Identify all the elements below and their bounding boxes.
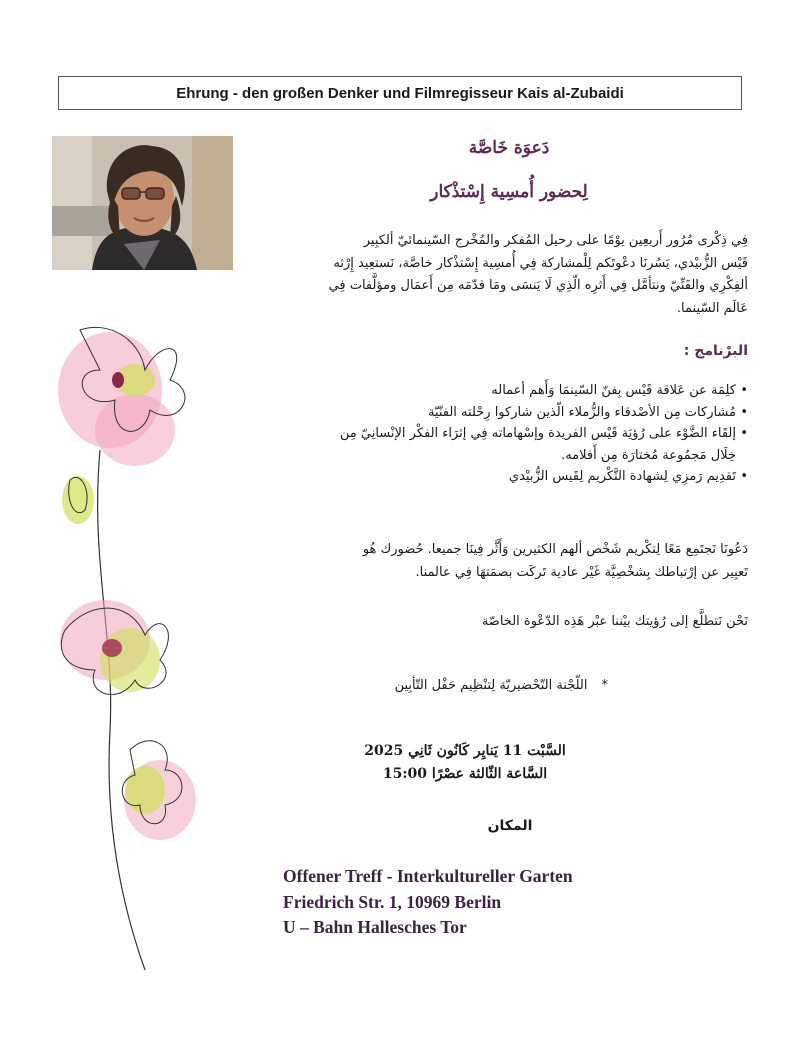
- venue-line: Friedrich Str. 1, 10969 Berlin: [283, 891, 502, 912]
- venue-heading: المكان: [487, 818, 533, 834]
- bullet-icon: •: [740, 469, 748, 484]
- committee-signature: [278, 678, 608, 693]
- event-time: السَّاعة الثّالثة عصْرًا 15:00: [382, 766, 548, 782]
- closing-line: تَعبِير عن إرْتباطك بِشخْصِيَّة غَيْر عادية تَركَت بصمَتهَا فِي عالمنا.: [415, 565, 748, 580]
- intro-line: عَالَم السّينما.: [676, 300, 748, 316]
- program-item-text: خِلَال مَجمُوعة مُختارَة مِن أَفلامه.: [561, 447, 736, 463]
- intro-line: قَيْس الزُّبيْدي، يَسُرنَا دعْوتَكم لِلْمشاركة فِي أُمسِية إِسْتذْكار خاصَّة، نَستعِيد إِرْثه: [333, 255, 748, 271]
- program-heading: البرْنامج :: [683, 343, 748, 359]
- intro-line: ألفِكْرِي والفَنِّيّ ونتأمَّل فِي أَثرِه الّذِي لَا يَنسَى ومَا قدّمَه مِن أَعمَال ومؤلَّفات فِي: [328, 278, 748, 293]
- program-item-text: إلقَاء الضَّوْء على رُؤيَة قَيْس الفريدة وإسْهاماته فِي إثرَاء الفكْر الإنْسانِيّ مِن: [339, 426, 736, 441]
- program-item: [270, 402, 748, 424]
- hope-line: نَحْن نَتطلَّع إلى رُؤيتك بيْننا عبْر هَذِه الدّعْوة الخاصّة: [481, 614, 748, 629]
- program-item-text: مُشاركات مِن الأصْدقاء والزُّملاء الّذين شاركوا رِحْلته الفنّيّة: [427, 404, 736, 420]
- venue-address: [283, 864, 573, 941]
- flower-decoration: [50, 300, 230, 980]
- intro-paragraph: [270, 230, 748, 320]
- portrait-photo: [52, 136, 233, 270]
- closing-line: دَعُونَا نَجتَمِع مَعًا لِتكْريم شَخْص ألهم الكثيرين وَأَثَّر فِينَا جميعا. حُضورك هُو: [362, 542, 748, 557]
- program-item: [270, 380, 748, 402]
- closing-paragraph: [270, 538, 748, 584]
- invitation-title: دَعوَة خَاصَّة: [468, 138, 550, 158]
- intro-line: فِي ذِكْرى مُرُور أَربعِين يوْمًا على رحيل المُفكر والمُخْرج السّينمائيّ ألكبِير: [363, 233, 748, 248]
- venue-line: U – Bahn Hallesches Tor: [283, 917, 467, 937]
- header-banner: [58, 76, 742, 110]
- program-item-text: تَقدِيم رَمزِي لِشهادة التَّكْريم لِقَيس الزُّبيْدي: [508, 469, 736, 484]
- invitation-subtitle: لِحضور أُمسِية إِسْتذْكار: [430, 182, 588, 202]
- bullet-icon: •: [740, 404, 748, 420]
- bullet-icon: •: [740, 426, 748, 441]
- event-date: السَّبْت 11 يَنايِر كَانُون ثَانِي 2025: [364, 743, 566, 759]
- program-item: [270, 466, 748, 488]
- committee-text: اللّجْنة التّحْضيريّة لِتنْظِيم حَفْل التّأبِين: [394, 678, 588, 693]
- program-item-text: كلِمَة عن عَلاقة قَيْس بِفنّ السّينمَا وَأَهم أعماله: [491, 383, 736, 398]
- asterisk-icon: *: [601, 678, 608, 693]
- venue-line: Offener Treff - Interkultureller Garten: [283, 866, 573, 886]
- bullet-icon: •: [740, 383, 748, 398]
- program-list: [270, 380, 748, 488]
- program-item: [270, 423, 748, 466]
- banner-text: Ehrung - den großen Denker und Filmregisseur Kais al-Zubaidi: [176, 84, 624, 102]
- event-datetime: [300, 740, 630, 786]
